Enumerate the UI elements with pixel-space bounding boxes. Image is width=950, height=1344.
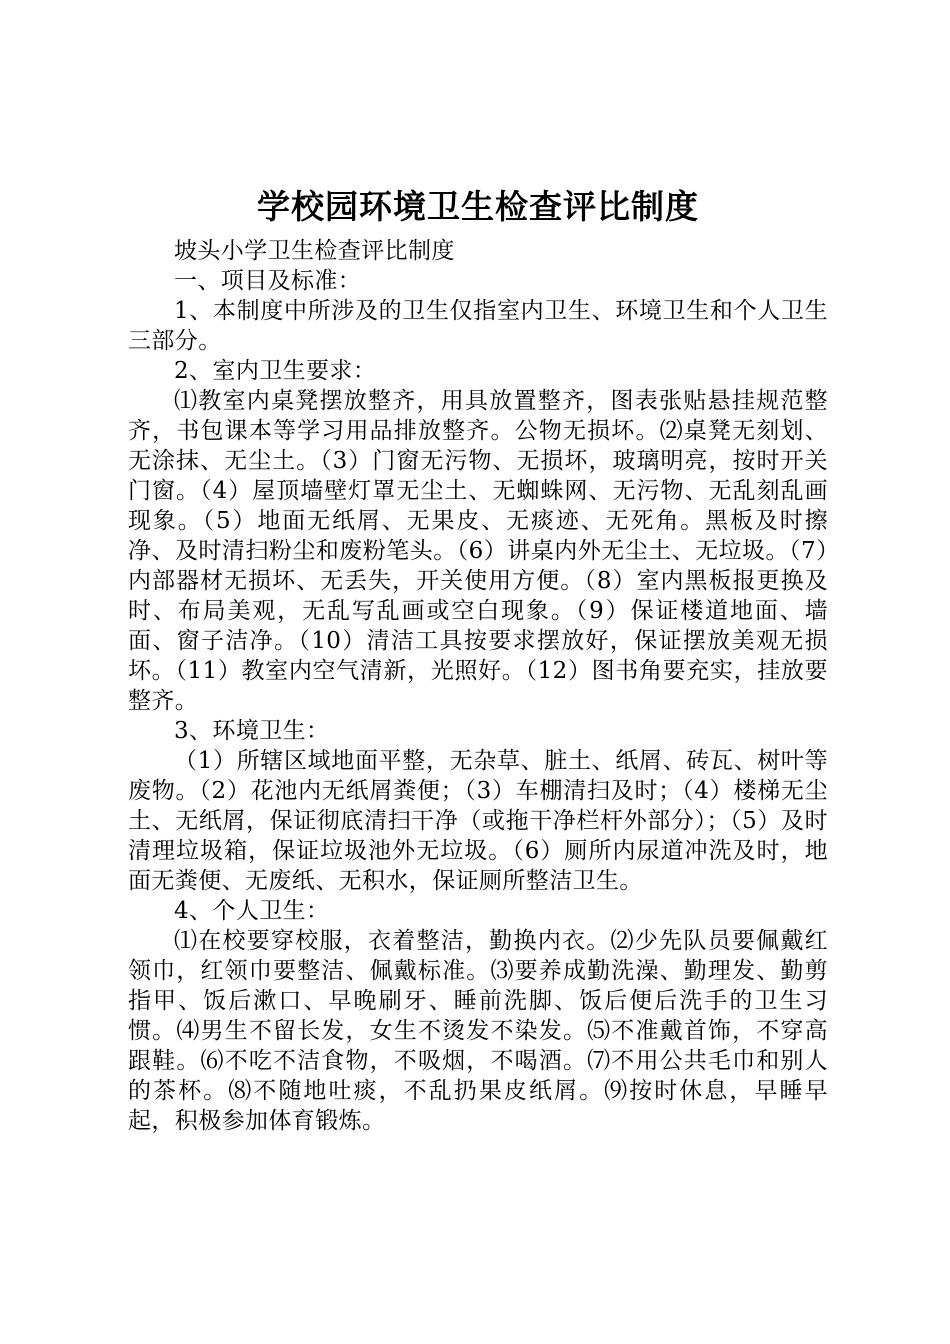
paragraph-subtitle: 坡头小学卫生检查评比制度 <box>174 238 455 264</box>
paragraph-personal-heading: 4、个人卫生： <box>174 898 330 924</box>
paragraph-indoor-requirements: ⑴教室内桌凳摆放整齐，用具放置整齐，图表张贴悬挂规范整齐，书包课本等学习用品排放整齐。公物无损坏。⑵桌凳无刻划、无涂抹、无尘土。（3）门窗无污物、无损坏，玻璃明亮，按时开关门窗。（4）屋顶墙壁灯罩无尘土、无蜘蛛网、无污物、无乱刻乱画现象。（5）地面无纸屑、无果皮、无痰迹、无死角。黑板及时擦净、及时清扫粉尘和废粉笔头。（6）讲桌内外无尘土、无垃圾。（7）内部器材无损坏、无丢失，开关使用方便。（8）室内黑板报更换及时、布局美观，无乱写乱画或空白现象。（9）保证楼道地面、墙面、窗子洁净。（10）清洁工具按要求摆放好，保证摆放美观无损坏。（11）教室内空气清新，光照好。（12）图书角要充实，挂放要整齐。 <box>128 388 828 714</box>
paragraph-indoor-heading: 2、室内卫生要求： <box>174 358 377 384</box>
paragraph-scope: 1、本制度中所涉及的卫生仅指室内卫生、环境卫生和个人卫生三部分。 <box>128 298 828 354</box>
paragraph-section-heading: 一、项目及标准： <box>174 268 362 294</box>
document-title: 学校园环境卫生检查评比制度 <box>257 187 699 226</box>
paragraph-environment-requirements: （1）所辖区域地面平整，无杂草、脏土、纸屑、砖瓦、树叶等废物。（2）花池内无纸屑粪便；（3）车棚清扫及时；（4）楼梯无尘土、无纸屑，保证彻底清扫干净（或拖干净栏杆外部分）；（5）及时清理垃圾箱，保证垃圾池外无垃圾。（6）厕所内尿道冲洗及时，地面无粪便、无废纸、无积水，保证厕所整洁卫生。 <box>128 748 828 894</box>
paragraph-personal-requirements: ⑴在校要穿校服，衣着整洁，勤换内衣。⑵少先队员要佩戴红领巾，红领巾要整洁、佩戴标准。⑶要养成勤洗澡、勤理发、勤剪指甲、饭后漱口、早晚刷牙、睡前洗脚、饭后便后洗手的卫生习惯。⑷男生不留长发，女生不烫发不染发。⑸不准戴首饰，不穿高跟鞋。⑹不吃不洁食物，不吸烟，不喝酒。⑺不用公共毛巾和别人的茶杯。⑻不随地吐痰，不乱扔果皮纸屑。⑼按时休息，早睡早起，积极参加体育锻炼。 <box>128 928 828 1134</box>
document-page <box>128 186 828 1136</box>
paragraph-environment-heading: 3、环境卫生： <box>174 718 330 744</box>
